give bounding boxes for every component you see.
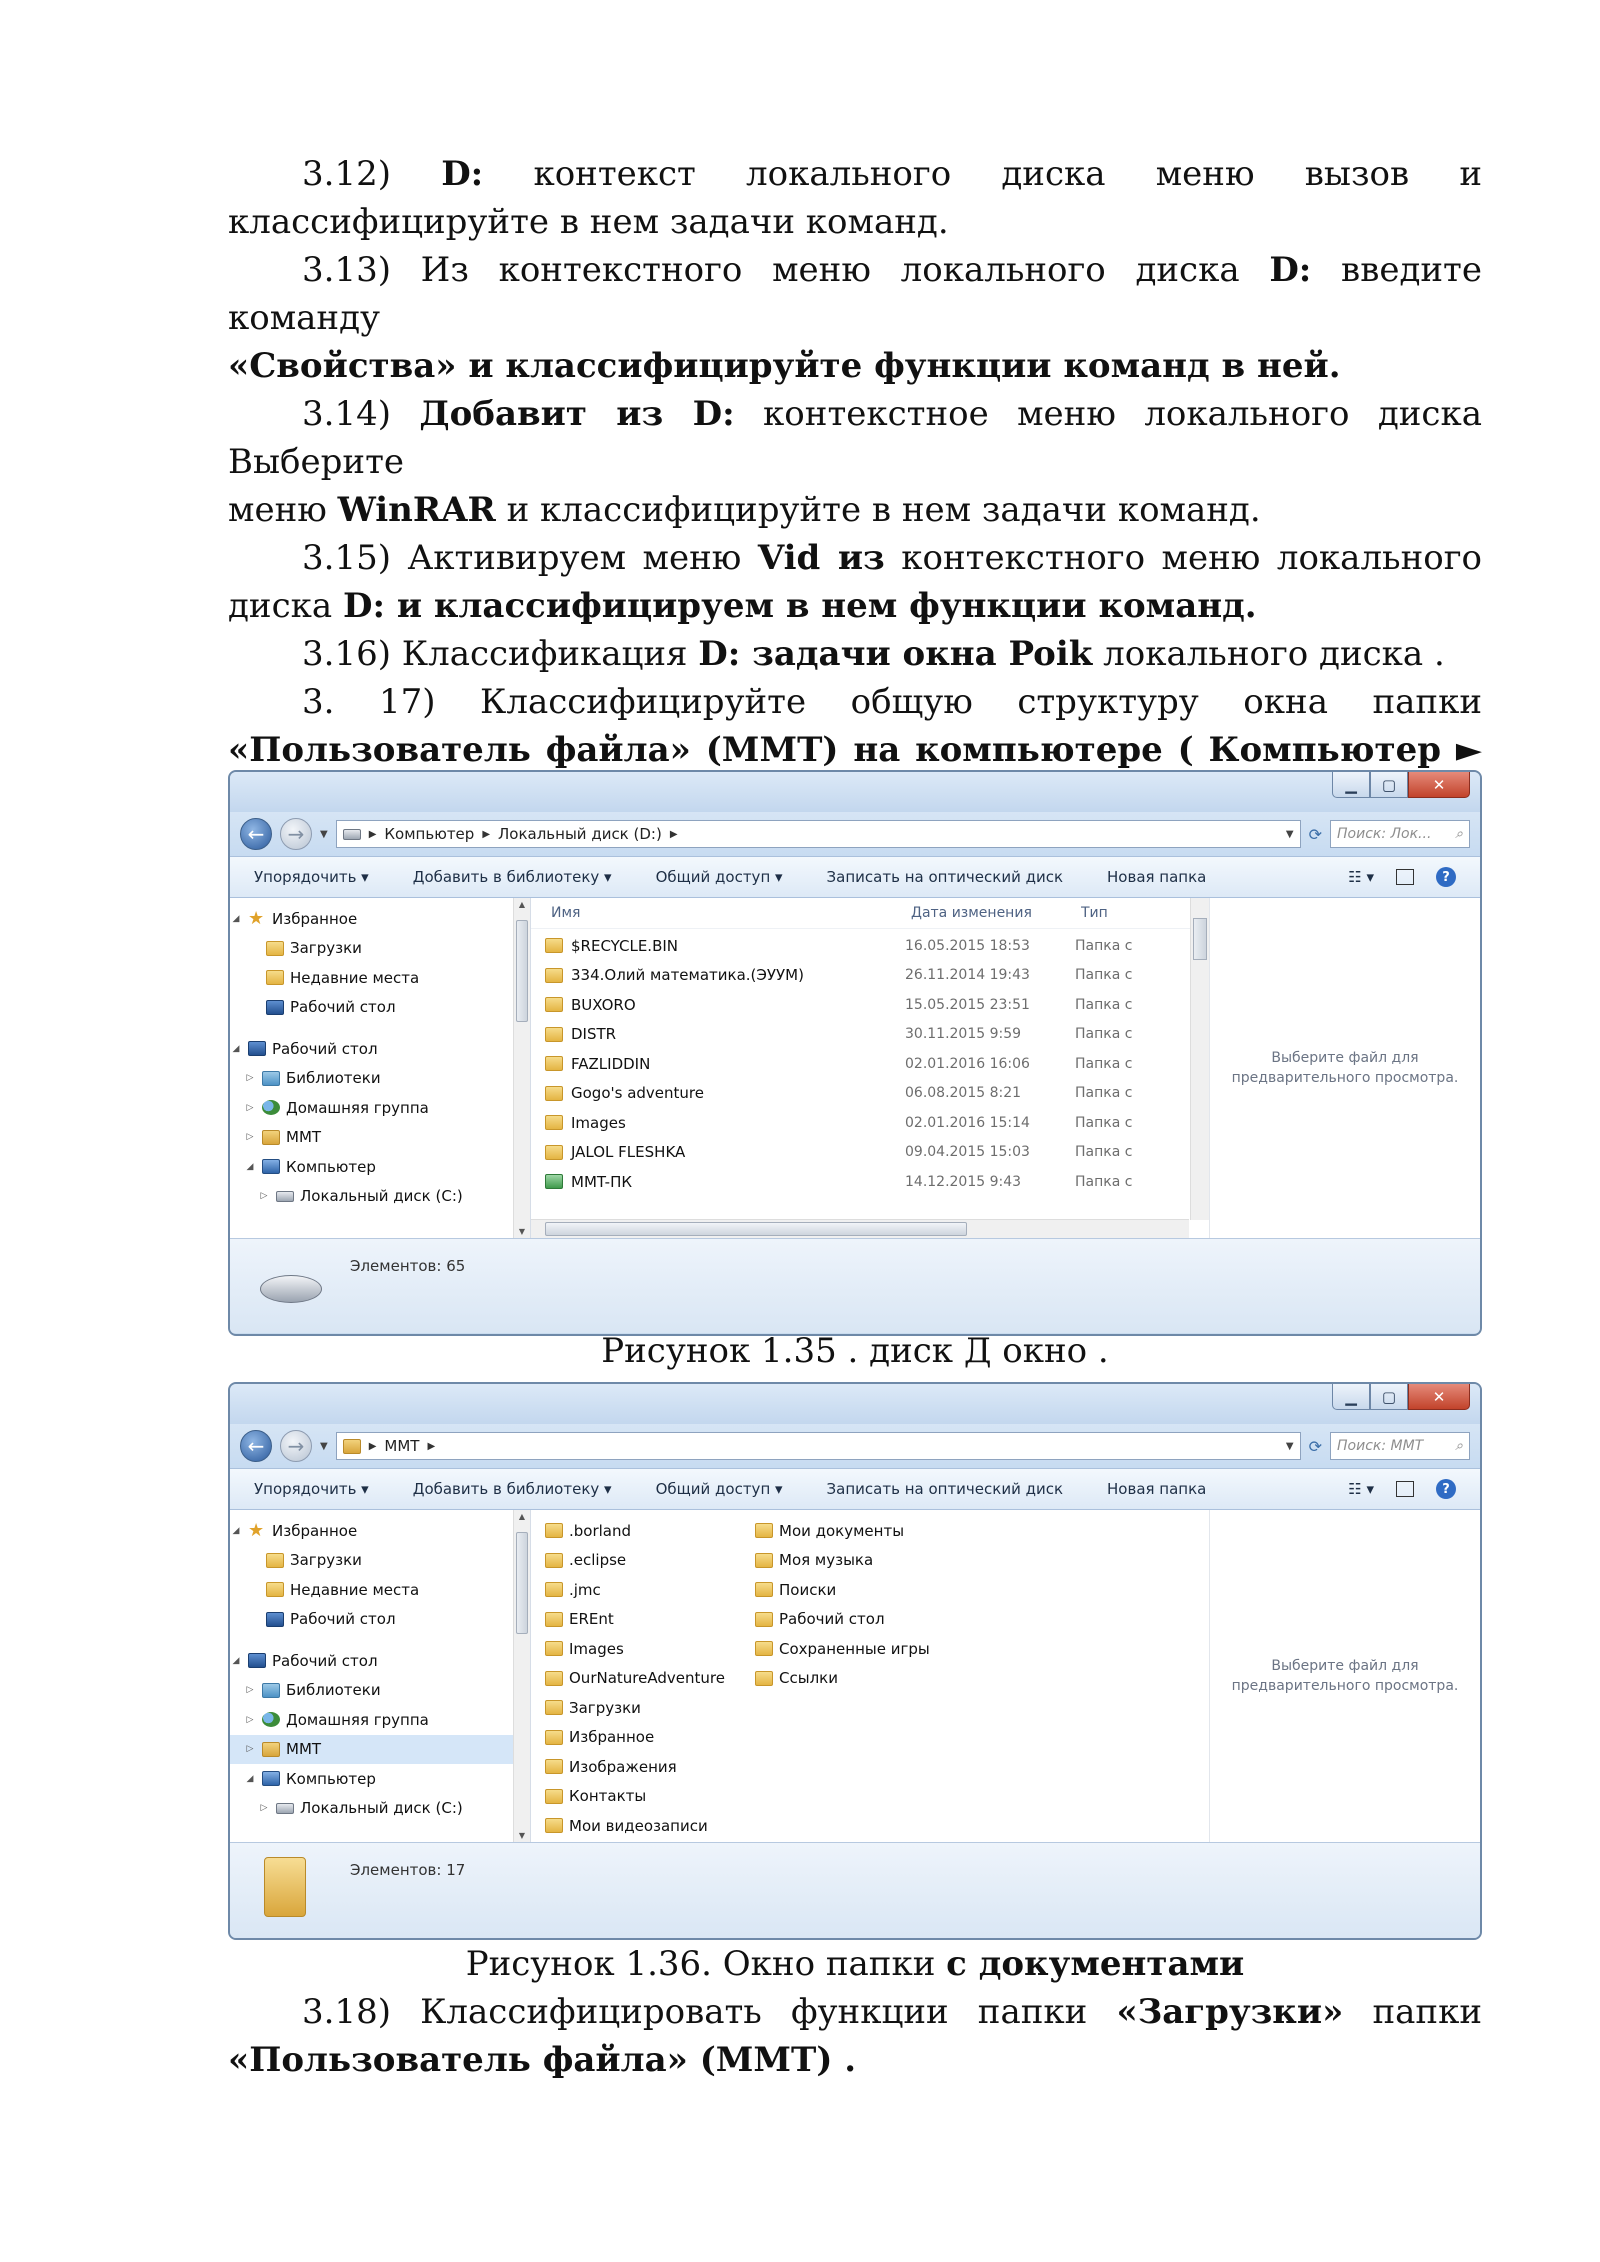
- item-count: Элементов: 65: [350, 1257, 466, 1275]
- minimize-button[interactable]: ▁: [1332, 772, 1370, 798]
- folder-item[interactable]: [741, 1546, 951, 1576]
- nav-item-desktop-fav[interactable]: Рабочий стол: [230, 993, 530, 1023]
- nav-item-desktop-fav[interactable]: Рабочий стол: [230, 1605, 530, 1635]
- folder-item[interactable]: [531, 1516, 741, 1546]
- file-list-vscrollbar[interactable]: [1190, 898, 1209, 1220]
- file-date: 15.05.2015 23:51: [905, 996, 1030, 1013]
- refresh-icon[interactable]: ⟳: [1308, 824, 1322, 844]
- preview-pane: Выберите файл для предварительного просмотра.: [1209, 898, 1480, 1238]
- folder-icon: [545, 1730, 563, 1745]
- file-name: 334.Олий математика.(ЭУУМ): [571, 966, 804, 985]
- organize-button[interactable]: Упорядочить ▾: [254, 1480, 369, 1498]
- address-dropdown-icon[interactable]: ▼: [1285, 828, 1294, 840]
- desktop-icon: [266, 1000, 284, 1015]
- folder-item-label: Контакты: [569, 1787, 647, 1806]
- folder-item[interactable]: [531, 1693, 741, 1723]
- scrollbar-thumb[interactable]: [516, 1532, 528, 1634]
- desktop-icon: [266, 1612, 284, 1627]
- desktop-icon: [248, 1653, 266, 1668]
- search-icon: ⌕: [1455, 826, 1463, 842]
- user-folder-icon: [264, 1857, 306, 1917]
- file-row[interactable]: [531, 1167, 1209, 1197]
- expand-icon[interactable]: ◢: [246, 1773, 254, 1784]
- nav-item-favorites[interactable]: ◢ ★ Избранное: [230, 904, 530, 934]
- chevron-right-icon[interactable]: ▶: [482, 828, 491, 840]
- folder-item-label: OurNatureAdventure: [569, 1669, 725, 1688]
- folder-item[interactable]: [741, 1575, 951, 1605]
- folder-item[interactable]: [531, 1752, 741, 1782]
- file-date: 14.12.2015 9:43: [905, 1173, 1022, 1190]
- folder-item-label: Ссылки: [779, 1669, 838, 1688]
- nav-scrollbar[interactable]: [513, 1510, 530, 1842]
- star-icon: ★: [248, 907, 265, 929]
- close-button[interactable]: ✕: [1408, 772, 1470, 798]
- folder-icon: [755, 1523, 773, 1538]
- file-name: MMT-ПК: [571, 1172, 633, 1191]
- downloads-folder-icon: [266, 941, 284, 956]
- folder-item[interactable]: [531, 1605, 741, 1635]
- share-button[interactable]: Общий доступ ▾: [655, 1480, 783, 1498]
- file-type: Папка с: [1075, 1055, 1133, 1072]
- chevron-right-icon[interactable]: ▶: [669, 828, 678, 840]
- nav-item-favorites[interactable]: ◢ ★ Избранное: [230, 1516, 530, 1546]
- paragraph-3-13: 3.13) Из контекстного меню локального диска D: введите команду: [228, 250, 1482, 338]
- maximize-button[interactable]: ▢: [1370, 1384, 1408, 1410]
- folder-item[interactable]: [531, 1723, 741, 1753]
- expand-icon[interactable]: ◢: [246, 1161, 254, 1172]
- libraries-icon: [262, 1071, 280, 1086]
- file-name: Images: [571, 1113, 626, 1132]
- nav-item-computer[interactable]: ◢ Компьютер: [230, 1764, 530, 1794]
- maximize-button[interactable]: ▢: [1370, 772, 1408, 798]
- folder-icon: [545, 1759, 563, 1774]
- paragraph-3-15-cont: диска D: и классифицируем в нем функции команд.: [228, 586, 1257, 626]
- folder-item[interactable]: [531, 1811, 741, 1841]
- scroll-up-icon[interactable]: ▲: [518, 900, 526, 909]
- folder-icon: [545, 997, 563, 1012]
- recent-places-icon: [266, 970, 284, 985]
- file-row[interactable]: [531, 990, 1209, 1020]
- folder-item-label: Изображения: [569, 1757, 677, 1776]
- search-icon: ⌕: [1455, 1438, 1463, 1454]
- nav-item-homegroup[interactable]: ▷ Домашняя группа: [230, 1093, 530, 1123]
- expand-icon[interactable]: ◢: [232, 1525, 240, 1536]
- file-date: 09.04.2015 15:03: [905, 1144, 1030, 1161]
- file-type: Папка с: [1075, 1173, 1133, 1190]
- navigation-pane: [230, 1510, 531, 1842]
- address-bar[interactable]: [336, 820, 1301, 848]
- nav-item-drive-c[interactable]: ▷ Локальный диск (C:): [230, 1182, 530, 1212]
- help-icon[interactable]: ?: [1436, 1479, 1456, 1499]
- nav-item-mmt[interactable]: ▷ MMT: [230, 1123, 530, 1153]
- file-type: Папка с: [1075, 996, 1133, 1013]
- minimize-button[interactable]: ▁: [1332, 1384, 1370, 1410]
- folder-icon: [545, 1789, 563, 1804]
- folder-icon: [755, 1582, 773, 1597]
- file-row[interactable]: [531, 1138, 1209, 1168]
- search-input[interactable]: Поиск: Лок... ⌕: [1330, 820, 1470, 848]
- collapse-icon[interactable]: ▷: [260, 1803, 268, 1814]
- file-date: 30.11.2015 9:59: [905, 1026, 1022, 1043]
- folder-icon: [755, 1612, 773, 1627]
- file-type: Папка с: [1075, 1026, 1133, 1043]
- user-folder-icon: [262, 1742, 280, 1757]
- nav-item-desktop[interactable]: ◢ Рабочий стол: [230, 1034, 530, 1064]
- folder-icon: [545, 1523, 563, 1538]
- file-row[interactable]: [531, 931, 1209, 961]
- breadcrumb-computer[interactable]: Компьютер: [384, 825, 475, 843]
- address-row: [230, 1424, 1480, 1468]
- preview-pane-icon[interactable]: [1396, 1481, 1414, 1497]
- forward-button[interactable]: →: [280, 818, 312, 850]
- nav-scrollbar[interactable]: [513, 898, 530, 1238]
- nav-item-homegroup[interactable]: ▷ Домашняя группа: [230, 1705, 530, 1735]
- scroll-down-icon[interactable]: ▼: [518, 1831, 526, 1840]
- chevron-right-icon[interactable]: ▶: [427, 1440, 436, 1452]
- computer-icon: [262, 1159, 280, 1174]
- view-options-icon[interactable]: ☷ ▾: [1348, 868, 1374, 886]
- paragraph-3-12-cont: классифицируйте в нем задачи команд.: [228, 202, 949, 242]
- folder-icon: [545, 1145, 563, 1160]
- nav-item-recent[interactable]: Недавние места: [230, 963, 530, 993]
- scrollbar-thumb[interactable]: [545, 1222, 967, 1236]
- folder-icon: [545, 1612, 563, 1627]
- folder-icon: [545, 1553, 563, 1568]
- file-list-hscrollbar[interactable]: [531, 1219, 1189, 1238]
- paragraph-3-18-cont: «Пользователь файла» (MMT) .: [228, 2040, 857, 2080]
- nav-item-downloads[interactable]: Загрузки: [230, 934, 530, 964]
- file-list: [531, 898, 1209, 1238]
- column-name[interactable]: Имя: [551, 905, 581, 921]
- folder-icon: [545, 1582, 563, 1597]
- folder-icon: [755, 1671, 773, 1686]
- add-to-library-button[interactable]: Добавить в библиотеку ▾: [412, 868, 612, 886]
- file-date: 02.01.2016 15:14: [905, 1114, 1030, 1131]
- expand-icon[interactable]: ◢: [232, 1655, 240, 1666]
- nav-item-mmt[interactable]: ▷ MMT: [230, 1735, 530, 1765]
- file-row[interactable]: [531, 1079, 1209, 1109]
- homegroup-icon: [262, 1712, 280, 1727]
- burn-button[interactable]: Записать на оптический диск: [826, 1480, 1064, 1498]
- search-input[interactable]: Поиск: MMT ⌕: [1330, 1432, 1470, 1460]
- file-type: Папка с: [1075, 1114, 1133, 1131]
- folder-icon: [755, 1641, 773, 1656]
- drive-icon: [343, 829, 361, 840]
- folder-icon: [545, 1641, 563, 1656]
- file-name: FAZLIDDIN: [571, 1054, 651, 1073]
- file-type: Папка с: [1075, 1144, 1133, 1161]
- scroll-up-icon[interactable]: ▲: [518, 1512, 526, 1521]
- refresh-icon[interactable]: ⟳: [1308, 1436, 1322, 1456]
- user-folder-icon: [343, 1439, 361, 1454]
- folder-item[interactable]: [531, 1664, 741, 1694]
- folder-icon: [545, 1700, 563, 1715]
- folder-item[interactable]: [531, 1782, 741, 1812]
- back-button[interactable]: ←: [240, 1430, 272, 1462]
- folder-icon: [545, 1115, 563, 1130]
- back-button[interactable]: ←: [240, 818, 272, 850]
- column-type[interactable]: Тип: [1081, 905, 1108, 921]
- nav-item-computer[interactable]: ◢ Компьютер: [230, 1152, 530, 1182]
- paragraph-3-13-cont: «Свойства» и классифицируйте функции команд в ней.: [228, 346, 1341, 386]
- forward-button[interactable]: →: [280, 1430, 312, 1462]
- file-date: 16.05.2015 18:53: [905, 937, 1030, 954]
- details-pane: [230, 1238, 1480, 1333]
- scrollbar-thumb[interactable]: [516, 920, 528, 1022]
- file-date: 02.01.2016 16:06: [905, 1055, 1030, 1072]
- organize-button[interactable]: Упорядочить ▾: [254, 868, 369, 886]
- add-to-library-button[interactable]: Добавить в библиотеку ▾: [412, 1480, 612, 1498]
- navigation-pane: [230, 898, 531, 1238]
- nav-item-drive-c[interactable]: ▷ Локальный диск (C:): [230, 1794, 530, 1824]
- folder-item[interactable]: [531, 1575, 741, 1605]
- computer-icon: [262, 1771, 280, 1786]
- paragraph-3-14: 3.14) Добавит из D: контекстное меню локального диска Выберите: [228, 394, 1482, 482]
- drive-icon: [260, 1275, 322, 1303]
- drive-icon: [276, 1803, 294, 1814]
- folder-item-label: EREnt: [569, 1610, 614, 1629]
- user-folder-icon: [262, 1130, 280, 1145]
- folder-icon: [545, 1671, 563, 1686]
- folder-icon: [545, 1056, 563, 1071]
- folder-item[interactable]: [531, 1634, 741, 1664]
- file-type: Папка с: [1075, 937, 1133, 954]
- title-bar: [230, 1384, 1480, 1424]
- file-row[interactable]: [531, 961, 1209, 991]
- folder-icon: [545, 968, 563, 983]
- folder-icon: [545, 1027, 563, 1042]
- details-pane: [230, 1842, 1480, 1940]
- share-button[interactable]: Общий доступ ▾: [655, 868, 783, 886]
- new-folder-button[interactable]: Новая папка: [1107, 1480, 1207, 1498]
- folder-item-label: .jmc: [569, 1580, 601, 1599]
- breadcrumb-drive-d[interactable]: Локальный диск (D:): [498, 825, 662, 843]
- column-date[interactable]: Дата изменения: [911, 905, 1032, 921]
- star-icon: ★: [248, 1519, 265, 1541]
- file-date: 26.11.2014 19:43: [905, 967, 1030, 984]
- paragraph-3-17: 3. 17) Классифицируйте общую структуру окна папки: [302, 682, 1482, 722]
- chevron-right-icon[interactable]: ▶: [368, 1440, 377, 1452]
- folder-item[interactable]: [531, 1546, 741, 1576]
- collapse-icon[interactable]: ▷: [246, 1132, 254, 1143]
- folder-item-label: Сохраненные игры: [779, 1639, 930, 1658]
- expand-icon[interactable]: ◢: [232, 913, 240, 924]
- paragraph-3-12: 3.12) D: контекст локального диска меню вызов и: [302, 154, 1482, 194]
- folder-item[interactable]: [741, 1605, 951, 1635]
- folder-icon: [545, 1086, 563, 1101]
- nav-item-libraries[interactable]: ▷ Библиотеки: [230, 1676, 530, 1706]
- address-dropdown-icon[interactable]: ▼: [1285, 1440, 1294, 1452]
- command-bar: [230, 856, 1480, 898]
- item-count: Элементов: 17: [350, 1861, 466, 1879]
- file-name: JALOL FLESHKA: [571, 1143, 686, 1162]
- help-icon[interactable]: ?: [1436, 867, 1456, 887]
- folder-items: [531, 1510, 1209, 1842]
- scroll-down-icon[interactable]: ▼: [518, 1227, 526, 1236]
- burn-button[interactable]: Записать на оптический диск: [826, 868, 1064, 886]
- file-name: Gogo's adventure: [571, 1084, 704, 1103]
- figure-caption-1-36: Рисунок 1.36. Окно папки с документами: [465, 1944, 1245, 1984]
- folder-item[interactable]: [741, 1516, 951, 1546]
- new-folder-button[interactable]: Новая папка: [1107, 868, 1207, 886]
- column-headers: [531, 898, 1209, 929]
- file-row[interactable]: [531, 1020, 1209, 1050]
- paragraph-3-15: 3.15) Активируем меню Vid из контекстного меню локального: [302, 538, 1482, 578]
- file-type: Папка с: [1075, 1085, 1133, 1102]
- file-type: Папка с: [1075, 967, 1133, 984]
- figure-caption-1-35: Рисунок 1.35 . диск Д окно .: [601, 1331, 1109, 1371]
- history-dropdown-icon[interactable]: ▼: [320, 828, 328, 840]
- scrollbar-thumb[interactable]: [1193, 918, 1207, 960]
- homegroup-icon: [262, 1100, 280, 1115]
- close-button[interactable]: ✕: [1408, 1384, 1470, 1410]
- nav-item-desktop[interactable]: ◢ Рабочий стол: [230, 1646, 530, 1676]
- paragraph-3-14-cont: меню WinRAR и классифицируйте в нем задачи команд.: [228, 490, 1261, 530]
- chevron-right-icon[interactable]: ▶: [368, 828, 377, 840]
- folder-item-label: Images: [569, 1639, 624, 1658]
- history-dropdown-icon[interactable]: ▼: [320, 1440, 328, 1452]
- network-computer-icon: [545, 1174, 563, 1189]
- desktop-icon: [248, 1041, 266, 1056]
- folder-item[interactable]: [741, 1664, 951, 1694]
- collapse-icon[interactable]: ▷: [246, 1685, 254, 1696]
- folder-icon: [545, 938, 563, 953]
- folder-item-label: Избранное: [569, 1728, 655, 1747]
- folder-item-label: .borland: [569, 1521, 632, 1540]
- folder-item-label: Поиски: [779, 1580, 837, 1599]
- breadcrumb-mmt[interactable]: MMT: [384, 1437, 420, 1455]
- folder-icon: [755, 1553, 773, 1568]
- collapse-icon[interactable]: ▷: [246, 1073, 254, 1084]
- document-body-end: [228, 1988, 1482, 2084]
- folder-item-label: Мои видеозаписи: [569, 1816, 708, 1835]
- drive-icon: [276, 1191, 294, 1202]
- file-date: 06.08.2015 8:21: [905, 1085, 1022, 1102]
- folder-item-label: Загрузки: [569, 1698, 641, 1717]
- expand-icon[interactable]: ◢: [232, 1043, 240, 1054]
- folder-item-label: Мои документы: [779, 1521, 905, 1540]
- explorer-window-mmt: [228, 1382, 1482, 1940]
- downloads-folder-icon: [266, 1553, 284, 1568]
- paragraph-3-16: 3.16) Классификация D: задачи окна Poik локального диска .: [302, 634, 1445, 674]
- view-options-icon[interactable]: ☷ ▾: [1348, 1480, 1374, 1498]
- nav-item-recent[interactable]: Недавние места: [230, 1575, 530, 1605]
- collapse-icon[interactable]: ▷: [246, 1744, 254, 1755]
- file-name: $RECYCLE.BIN: [571, 936, 679, 955]
- folder-item[interactable]: [741, 1634, 951, 1664]
- paragraph-3-18: 3.18) Классифицировать функции папки «Загрузки» папки: [302, 1992, 1482, 2032]
- folder-item-label: Моя музыка: [779, 1551, 874, 1570]
- recent-places-icon: [266, 1582, 284, 1597]
- folder-item-label: .eclipse: [569, 1551, 627, 1570]
- preview-pane: Выберите файл для предварительного просмотра.: [1209, 1510, 1480, 1842]
- command-bar: [230, 1468, 1480, 1510]
- nav-item-libraries[interactable]: ▷ Библиотеки: [230, 1064, 530, 1094]
- document-body: [228, 150, 1482, 822]
- preview-pane-icon[interactable]: [1396, 869, 1414, 885]
- file-row[interactable]: [531, 1108, 1209, 1138]
- nav-item-downloads[interactable]: Загрузки: [230, 1546, 530, 1576]
- collapse-icon[interactable]: ▷: [260, 1191, 268, 1202]
- address-row: [230, 812, 1480, 856]
- libraries-icon: [262, 1683, 280, 1698]
- title-bar: [230, 772, 1480, 812]
- folder-icon: [545, 1818, 563, 1833]
- address-bar[interactable]: [336, 1432, 1301, 1460]
- explorer-window-drive-d: [228, 770, 1482, 1336]
- collapse-icon[interactable]: ▷: [246, 1102, 254, 1113]
- collapse-icon[interactable]: ▷: [246, 1714, 254, 1725]
- folder-item-label: Рабочий стол: [779, 1610, 885, 1629]
- file-name: BUXORO: [571, 995, 636, 1014]
- file-row[interactable]: [531, 1049, 1209, 1079]
- file-name: DISTR: [571, 1025, 617, 1044]
- paragraph-3-17-cont: «Пользователь файла» (MMT) на компьютере ( Компьютер ►: [228, 730, 1482, 770]
